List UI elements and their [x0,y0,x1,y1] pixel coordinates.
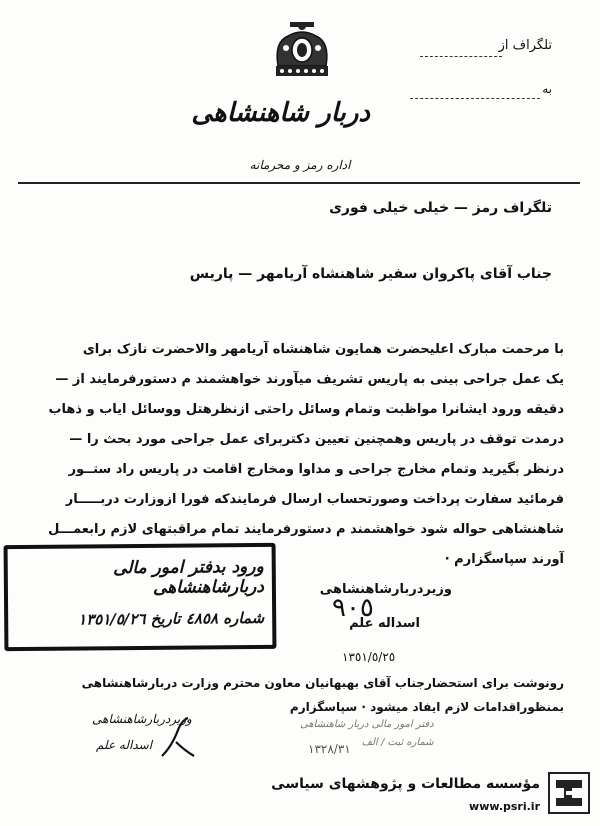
signature-mark-icon [158,716,198,762]
body-line: درنظر بگیرید وتمام مخارج جراحی و مداوا ومخارج اقامت در پاریس راد ستــور [68,462,564,477]
copy-note-line: رونوشت برای استحضارجناب آقای بهبهانیان معاون محترم وزارت دربارشاهنشاهی [81,676,564,690]
institute-name: مؤسسه مطالعات و پژوهشهای سیاسی [271,776,540,792]
telegram-number: ٩٠٥ [332,593,374,623]
addressee-line: جناب آقای پاکروان سفیر شاهنشاه آریامهر — پاریس [189,266,552,282]
body-line: دقیقه ورود ایشانرا مواظبت وتمام وسائل راحتی ازنظرهتل ووسائل ایاب و ذهاب [48,402,564,417]
signer-name: اسداله علم [349,616,420,631]
registration-stamp [4,543,277,651]
faint-stamp-line: دفتر امور مالی دربار شاهنشاهی [300,719,434,730]
handwritten-signer-name: اسداله علم [96,738,153,752]
crown-emblem-icon [270,22,334,80]
stamp-title: ورود بدفتر امور مالی دربارشاهنشاهی [112,556,265,598]
footer-watermark [271,770,592,820]
faint-stamp-line: شماره ثبت / الف [361,737,434,748]
telegram-date: ١٣٥١/٥/٢٥ [342,650,396,664]
faint-stamp-date: ١٣٢٨/٣١ [308,742,351,756]
body-line: یک عمل جراحی بینی به پاریس تشریف میآورند خواهشمند م دستورفرمایند از — [55,372,564,387]
stamp-number-date [78,609,264,629]
header-divider [18,182,580,184]
body-line: فرمائید سفارت پرداخت وصورتحساب ارسال فرمایندکه فورا ازوزارت دربـــــار [65,492,564,507]
signature-title: وزیردربارشاهنشاهی [319,582,452,597]
stamp-date: ١٣٥١/٥/٢٦ [78,609,146,629]
stamp-date-label: تاریخ [150,609,181,628]
telegram-to-blank [410,98,540,99]
institute-url: www.psri.ir [469,800,540,813]
stamp-number-label: شماره [223,608,265,628]
telegram-from-blank [420,56,502,57]
handwritten-minister-title: وزیردربارشاهنشاهی [92,712,192,726]
office-name: اداره رمز و محرمانه [249,158,351,172]
telegram-to-label: به [542,82,552,96]
institute-logo-icon [548,772,590,814]
telegram-header: تلگراف رمز — خیلی خیلی فوری [329,200,552,216]
body-line: آورند سپاسگزارم · [444,552,564,567]
body-line: با مرحمت مبارک اعلیحضرت همایون شاهنشاه آریامهر والاحضرت نازک برای [82,342,564,357]
copy-note-line: بمنظوراقدامات لازم ایفاد میشود · سپاسگزارم [289,700,564,714]
court-title: دربار شاهنشاهی [191,98,370,128]
body-line: شاهنشاهی حواله شود خواهشمند م دستورفرمایند تمام مراقبتهای لازم رابعمـــل [48,522,564,537]
stamp-number: ٤٨٥٨ [185,609,219,628]
telegram-from-label: تلگراف از [498,38,552,53]
body-line: درمدت توقف در پاریس وهمچنین تعیین دکتربرای عمل جراحی مورد بحث را — [69,432,564,447]
